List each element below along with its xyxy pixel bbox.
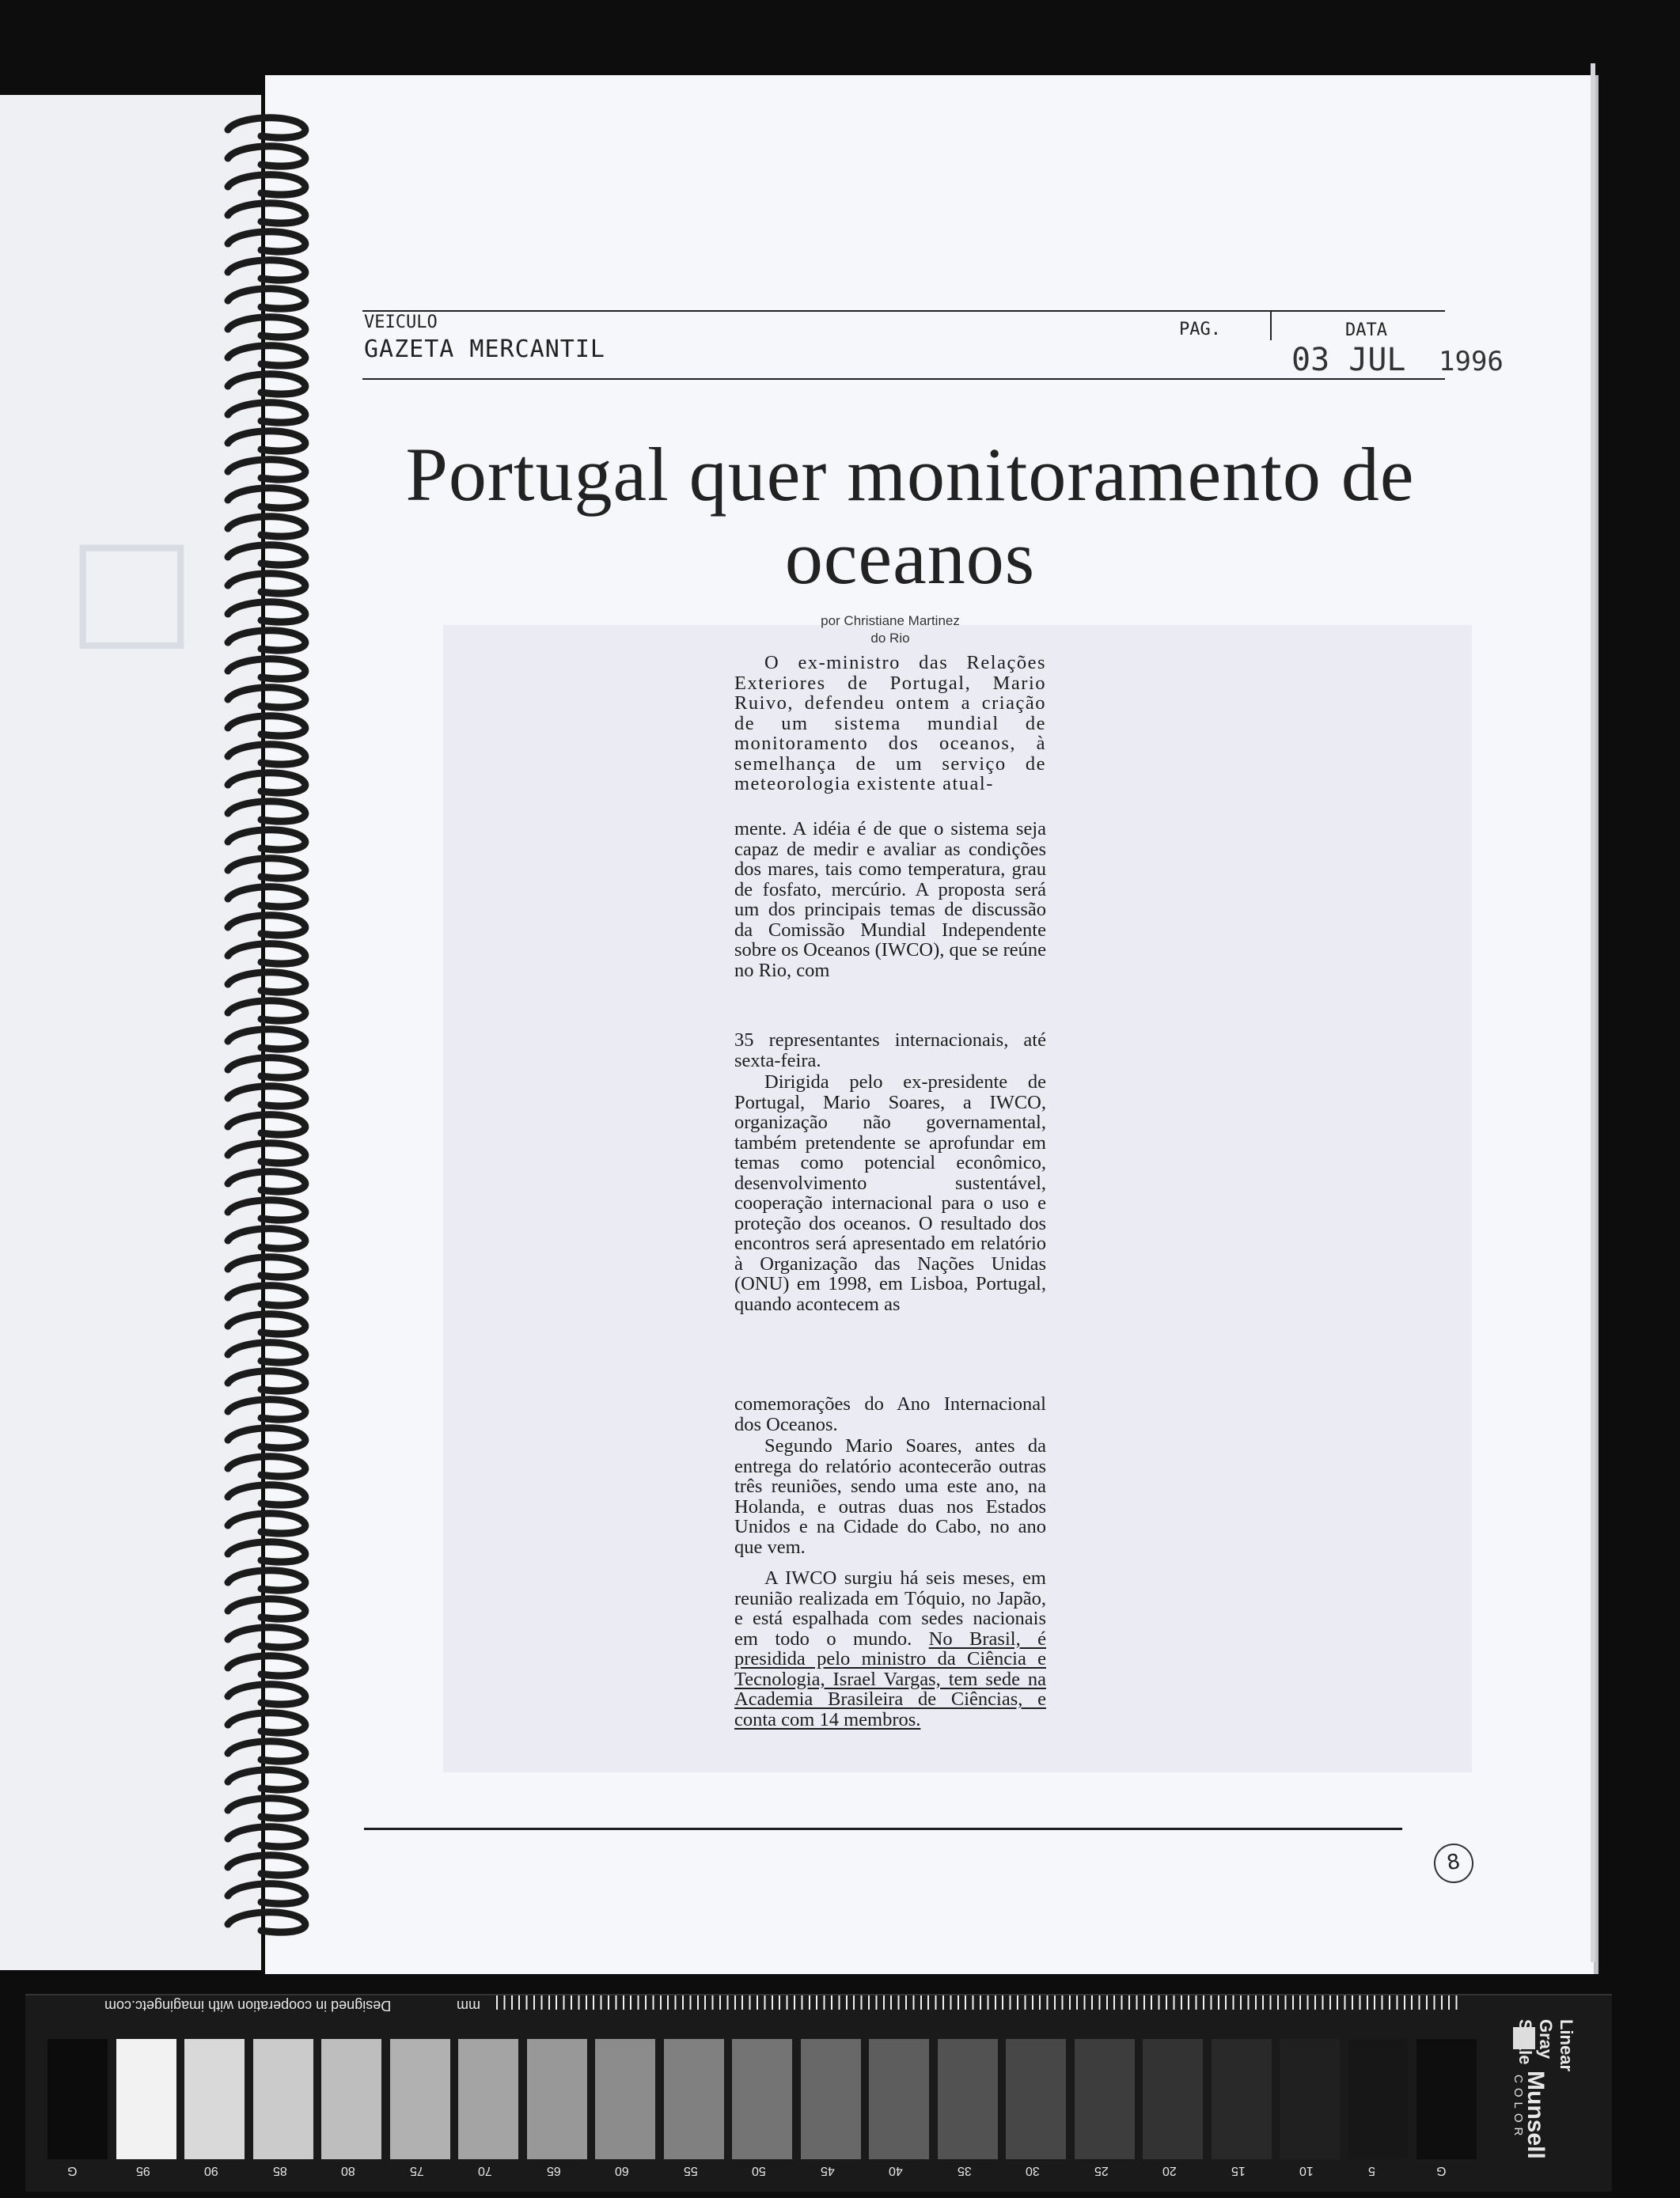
brand-sub: COLOR bbox=[1511, 2075, 1525, 2141]
header-rule-top bbox=[362, 310, 1445, 312]
spiral-coil bbox=[228, 1912, 305, 1932]
spiral-coil bbox=[228, 175, 305, 195]
article-para-5: comemorações do Ano Internacional dos Oceanos. bbox=[734, 1393, 1046, 1435]
spiral-coil bbox=[228, 346, 305, 366]
spiral-coil bbox=[228, 1058, 305, 1078]
spiral-coil bbox=[228, 1713, 305, 1733]
gray-swatch bbox=[527, 2039, 587, 2159]
spiral-coil bbox=[228, 944, 305, 964]
spiral-coil bbox=[228, 1286, 305, 1306]
veiculo-value: GAZETA MERCANTIL bbox=[364, 335, 605, 363]
spiral-coil bbox=[228, 1172, 305, 1192]
gray-swatch bbox=[1416, 2039, 1477, 2159]
spiral-coil bbox=[228, 745, 305, 764]
article-title-line-2: oceanos bbox=[784, 515, 1036, 600]
gray-swatch bbox=[1006, 2039, 1066, 2159]
page-edge bbox=[1591, 63, 1595, 1962]
spiral-coil bbox=[228, 403, 305, 423]
spiral-coil bbox=[228, 716, 305, 736]
spiral-coil bbox=[228, 688, 305, 707]
swatch-label: 5 bbox=[1367, 2164, 1375, 2177]
spiral-coil bbox=[228, 1314, 305, 1334]
gray-swatch bbox=[116, 2039, 176, 2159]
spiral-coil bbox=[228, 1884, 305, 1904]
swatch-label: 90 bbox=[204, 2164, 218, 2177]
swatch-label: 45 bbox=[820, 2164, 835, 2177]
spiral-coil bbox=[228, 146, 305, 166]
swatch-label: 85 bbox=[272, 2164, 287, 2177]
spiral-coil bbox=[228, 1400, 305, 1419]
gray-swatch bbox=[1348, 2039, 1409, 2159]
article-para-7-text: A IWCO surgiu há seis meses, em reunião realizada em Tóquio, no Japão, e está espalhada com sedes nacionais em todo o mundo. bbox=[734, 1567, 1046, 1650]
spiral-coil bbox=[228, 1542, 305, 1562]
spiral-coil bbox=[228, 488, 305, 508]
spiral-coil bbox=[228, 118, 305, 138]
spiral-coil bbox=[228, 858, 305, 878]
gray-swatch bbox=[458, 2039, 518, 2159]
spiral-coil bbox=[228, 1229, 305, 1249]
underlined-passage: No Brasil, é presidida pelo ministro da Ciência e Tecnologia, Israel Vargas, tem sede na Academia Brasileira de Ciências, e conta com 14 membros. bbox=[734, 1628, 1047, 1730]
spiral-coil bbox=[228, 1599, 305, 1619]
header-rule-bottom bbox=[362, 378, 1445, 380]
gray-swatch bbox=[321, 2039, 381, 2159]
spiral-coil bbox=[228, 374, 305, 394]
data-label: DATA bbox=[1345, 320, 1387, 340]
spiral-coil bbox=[228, 1428, 305, 1448]
spiral-coil bbox=[228, 431, 305, 451]
spiral-coil bbox=[228, 460, 305, 479]
gray-swatch bbox=[1143, 2039, 1203, 2159]
spiral-coil bbox=[228, 1656, 305, 1676]
swatch-label: 50 bbox=[752, 2164, 766, 2177]
spiral-coil bbox=[228, 1257, 305, 1277]
spiral-coil bbox=[228, 972, 305, 992]
swatch-label: 70 bbox=[478, 2164, 492, 2177]
spiral-coil bbox=[228, 1143, 305, 1163]
swatch-label: 15 bbox=[1231, 2164, 1246, 2177]
spiral-coil bbox=[228, 830, 305, 850]
spiral-coil bbox=[228, 1741, 305, 1761]
gray-swatch bbox=[595, 2039, 655, 2159]
gray-swatch bbox=[390, 2039, 450, 2159]
swatch-label: 10 bbox=[1299, 2164, 1314, 2177]
header-divider bbox=[1270, 310, 1272, 340]
scale-name: Linear Gray bbox=[1536, 2019, 1576, 2072]
date-stamp: 03 JUL bbox=[1291, 342, 1406, 378]
article-para-3: 35 representantes internacionais, até sexta-feira. bbox=[734, 1029, 1046, 1071]
article-title-line-1: Portugal quer monitoramento de bbox=[405, 432, 1415, 517]
gray-swatch bbox=[1280, 2039, 1340, 2159]
swatch-label: 80 bbox=[341, 2164, 355, 2177]
gray-swatch bbox=[253, 2039, 313, 2159]
byline-author: por Christiane Martinez bbox=[821, 613, 960, 628]
gray-swatch bbox=[184, 2039, 245, 2159]
swatch-label: 35 bbox=[957, 2164, 972, 2177]
spiral-coil bbox=[228, 802, 305, 821]
spiral-coil bbox=[228, 1571, 305, 1590]
pag-label: PAG. bbox=[1179, 320, 1221, 339]
ruler-unit: mm bbox=[457, 1998, 480, 2014]
spiral-coil bbox=[228, 517, 305, 536]
spiral-coil bbox=[228, 915, 305, 935]
spiral-coil bbox=[228, 1514, 305, 1533]
spiral-binding bbox=[214, 111, 324, 1954]
swatch-label: 30 bbox=[1026, 2164, 1040, 2177]
spiral-coil bbox=[228, 574, 305, 593]
swatch-label: 60 bbox=[615, 2164, 629, 2177]
article-para-2: mente. A idéia é de que o sistema seja capaz de medir e avaliar as condições dos mares, tais como temperatura, grau de fosfato, mercúrio. A proposta será um dos principais temas de discussão da Comissão Mundial Independente sobre os Oceanos (IWCO), que se reúne no Rio, com bbox=[734, 818, 1046, 981]
gray-swatch bbox=[869, 2039, 929, 2159]
spiral-coil bbox=[228, 1798, 305, 1818]
gray-swatch bbox=[1212, 2039, 1272, 2159]
spiral-coil bbox=[228, 1628, 305, 1647]
spiral-coil bbox=[228, 602, 305, 622]
footer-rule bbox=[364, 1828, 1402, 1830]
swatch-label: 40 bbox=[889, 2164, 903, 2177]
date-year: 1996 bbox=[1439, 346, 1504, 377]
swatch-label: 75 bbox=[409, 2164, 424, 2177]
gray-swatch bbox=[801, 2039, 861, 2159]
spiral-coil bbox=[228, 1457, 305, 1476]
spiral-coil bbox=[228, 289, 305, 309]
spiral-coil bbox=[228, 1827, 305, 1847]
spiral-coil bbox=[228, 773, 305, 793]
spiral-coil bbox=[228, 260, 305, 280]
gray-swatch bbox=[1075, 2039, 1135, 2159]
spiral-coil bbox=[228, 545, 305, 565]
article-para-4: Dirigida pelo ex-presidente de Portugal, Mario Soares, a IWCO, organização não governamental, também pretendente se aprofundar em temas como potencial econômico, desenvolvimento sustentável, cooperação internacional para o uso e proteção dos oceanos. O resultado dos encontros será apresentado em relatório à Organização das Nações Unidas (ONU) em 1998, em Lisboa, Portugal, quando acontecem as bbox=[734, 1071, 1046, 1315]
spiral-coil bbox=[228, 1001, 305, 1021]
spiral-coil bbox=[228, 1200, 305, 1220]
swatch-label: 65 bbox=[546, 2164, 561, 2177]
spiral-coil bbox=[228, 1115, 305, 1135]
facing-page-bleed-glyph: □ bbox=[79, 494, 184, 687]
page-number: 8 bbox=[1431, 1840, 1477, 1886]
swatch-label: G bbox=[1436, 2164, 1447, 2177]
article-para-1: O ex-ministro das Relações Exteriores de Portugal, Mario Ruivo, defendeu ontem a criação de um sistema mundial de monitoramento dos oceanos, à semelhança de um serviço de meteorologia existente atual- bbox=[734, 652, 1046, 794]
scale-credit: Designed in cooperation with imagingetc.com bbox=[104, 1998, 392, 2014]
spiral-coil bbox=[228, 1685, 305, 1704]
veiculo-label: VEICULO bbox=[364, 313, 438, 332]
spiral-coil bbox=[228, 659, 305, 679]
spiral-coil bbox=[228, 887, 305, 907]
gray-scale-card bbox=[25, 1994, 1612, 2192]
swatch-label: 20 bbox=[1162, 2164, 1177, 2177]
article-para-7 bbox=[734, 1568, 1046, 1730]
spiral-coil bbox=[228, 1086, 305, 1106]
gray-swatch bbox=[732, 2039, 792, 2159]
swatch-label: 25 bbox=[1094, 2164, 1109, 2177]
gray-swatch bbox=[938, 2039, 998, 2159]
spiral-coil bbox=[228, 1029, 305, 1049]
brand-name: Munsell bbox=[1523, 2071, 1549, 2159]
mm-ruler bbox=[496, 1995, 1462, 2010]
spiral-coil bbox=[228, 1855, 305, 1875]
spiral-coil bbox=[228, 232, 305, 252]
spiral-coil bbox=[228, 1485, 305, 1505]
spiral-coil bbox=[228, 631, 305, 650]
spiral-coil bbox=[228, 1770, 305, 1790]
munsell-logo-icon bbox=[1513, 2027, 1535, 2049]
spiral-coil bbox=[228, 317, 305, 337]
gray-swatch bbox=[47, 2039, 108, 2159]
byline-place: do Rio bbox=[870, 631, 910, 646]
swatch-label: 95 bbox=[135, 2164, 150, 2177]
swatch-label: G bbox=[67, 2164, 78, 2177]
article-para-6: Segundo Mario Soares, antes da entrega do relatório acontecerão outras três reuniões, sendo uma este ano, na Holanda, e outras duas nos Estados Unidos e na Cidade do Cabo, no ano que vem. bbox=[734, 1435, 1046, 1558]
gray-swatch bbox=[664, 2039, 724, 2159]
spiral-coil bbox=[228, 1371, 305, 1391]
swatch-label: 55 bbox=[683, 2164, 698, 2177]
spiral-coil bbox=[228, 1343, 305, 1362]
spiral-coil bbox=[228, 203, 305, 223]
